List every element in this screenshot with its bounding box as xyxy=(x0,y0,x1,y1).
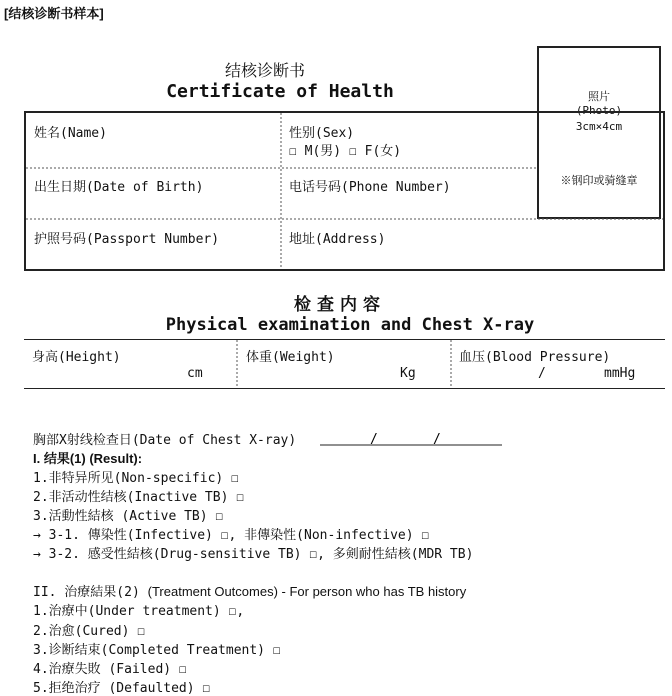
address-field-label[interactable]: 地址(Address) xyxy=(289,232,386,247)
sex-field-label: 性别(Sex) xyxy=(289,126,355,141)
height-label[interactable]: 身高(Height) xyxy=(32,350,121,365)
exam-title-chinese: 检查内容 xyxy=(294,295,386,315)
weight-unit: Kg xyxy=(400,366,416,381)
photo-label-cn: 照片 xyxy=(588,90,610,103)
treatment-item-2[interactable]: 2.治愈(Cured) ☐ xyxy=(33,624,146,639)
header-label: [结核诊断书样本] xyxy=(4,6,104,21)
xray-date-label: 胸部X射线检查日(Date of Chest X-ray) xyxy=(33,433,297,448)
result-item-3[interactable]: 3.活動性結核 (Active TB) ☐ xyxy=(33,509,224,524)
passport-field-label[interactable]: 护照号码(Passport Number) xyxy=(34,232,220,247)
dob-field-label[interactable]: 出生日期(Date of Birth) xyxy=(34,180,204,195)
treatment-item-5[interactable]: 5.拒绝治疗 (Defaulted) ☐ xyxy=(33,681,211,696)
height-unit: cm xyxy=(187,366,203,381)
result-item-3-1[interactable]: → 3-1. 傳染性(Infective) ☐, 非傳染性(Non-infective) ☐ xyxy=(33,528,430,543)
title-english: Certificate of Health xyxy=(166,81,394,102)
treatment-item-3[interactable]: 3.诊断结束(Completed Treatment) ☐ xyxy=(33,643,281,658)
title-chinese: 结核诊断书 xyxy=(224,61,305,80)
weight-label[interactable]: 体重(Weight) xyxy=(246,350,335,365)
personal-info-form xyxy=(24,111,665,271)
result-heading: I. 结果(1) (Result): xyxy=(33,451,143,466)
photo-size: 3cm×4cm xyxy=(575,120,623,133)
treatment-heading-cn: II. 治療結果(2) xyxy=(33,585,148,600)
photo-note: ※钢印或骑缝章 xyxy=(560,174,638,187)
treatment-heading xyxy=(33,581,466,600)
date-slash-2: / xyxy=(433,432,441,447)
sex-checkboxes[interactable]: ☐ M(男) ☐ F(女) xyxy=(289,144,402,159)
result-item-3-2[interactable]: → 3-2. 感受性結核(Drug-sensitive TB) ☐, 多剣耐性結核(MDR TB) xyxy=(33,547,474,562)
treatment-heading-en: (Treatment Outcomes) - For person who has TB history xyxy=(147,584,467,599)
measurement-row xyxy=(24,339,665,389)
date-slash-1: / xyxy=(370,432,378,447)
exam-title-english: Physical examination and Chest X-ray xyxy=(165,315,535,335)
xray-date-field[interactable] xyxy=(320,430,505,448)
photo-label-en: (Photo) xyxy=(575,104,623,117)
phone-field-label[interactable]: 电话号码(Phone Number) xyxy=(289,180,451,195)
treatment-item-4[interactable]: 4.治療失敗 (Failed) ☐ xyxy=(33,662,187,677)
result-item-1[interactable]: 1.非特异所见(Non-specific) ☐ xyxy=(33,471,239,486)
treatment-item-1[interactable]: 1.治療中(Under treatment) ☐, xyxy=(33,604,245,619)
bp-unit: mmHg xyxy=(604,366,636,381)
name-field-label[interactable]: 姓名(Name) xyxy=(34,126,107,141)
bp-label[interactable]: 血压(Blood Pressure) xyxy=(459,350,611,365)
result-item-2[interactable]: 2.非活动性结核(Inactive TB) ☐ xyxy=(33,490,245,505)
bp-separator: / xyxy=(538,366,546,381)
